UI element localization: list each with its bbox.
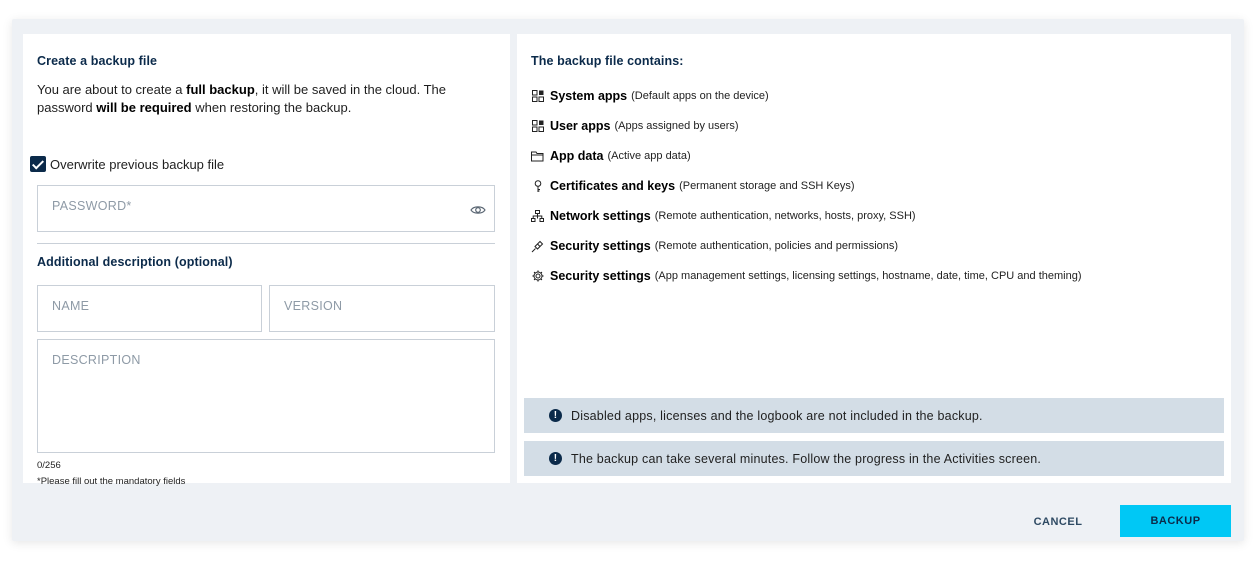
list-item-network	[531, 201, 1082, 231]
item-label: Network settings	[550, 209, 651, 223]
item-label: Security settings	[550, 239, 651, 253]
item-label: Certificates and keys	[550, 179, 676, 193]
required-emphasis: will be required	[96, 100, 192, 115]
notice-duration	[524, 441, 1224, 476]
item-detail: (Apps assigned by users)	[614, 120, 739, 132]
backup-dialog	[12, 19, 1244, 541]
list-item-certificates	[531, 171, 1082, 201]
item-label: System apps	[550, 89, 628, 103]
notice-text: The backup can take several minutes. Follow the progress in the Activities screen.	[571, 451, 1042, 466]
info-icon: !	[549, 409, 562, 422]
character-counter: 0/256	[37, 460, 61, 471]
network-icon	[531, 210, 544, 223]
backup-contents-panel	[517, 34, 1231, 483]
description-field[interactable]	[37, 339, 495, 453]
version-placeholder: VERSION	[284, 299, 343, 313]
form-title: Create a backup file	[37, 54, 158, 68]
key-icon	[531, 180, 544, 193]
mandatory-note: *Please fill out the mandatory fields	[37, 476, 186, 487]
item-detail: (Active app data)	[607, 150, 691, 162]
folder-icon	[531, 150, 544, 163]
apps-grid-icon	[531, 120, 544, 133]
notice-excluded-items	[524, 398, 1224, 433]
list-item-security	[531, 231, 1082, 261]
backup-form-panel	[23, 34, 510, 487]
password-placeholder: PASSWORD*	[52, 199, 132, 213]
gear-icon	[531, 270, 544, 283]
item-label: App data	[550, 149, 604, 163]
item-label: User apps	[550, 119, 611, 133]
contents-title: The backup file contains:	[531, 54, 684, 68]
item-detail: (App management settings, licensing settings, hostname, date, time, CPU and theming)	[654, 270, 1082, 282]
intro-text: You are about to create a full backup, it will be saved in the cloud. The password will be required when restoring the backup.	[37, 82, 447, 115]
list-item-system-apps	[531, 81, 1082, 111]
backup-button[interactable]: BACKUP	[1120, 505, 1231, 537]
item-detail: (Remote authentication, networks, hosts, proxy, SSH)	[654, 210, 916, 222]
cancel-button[interactable]: CANCEL	[1018, 506, 1098, 537]
name-field[interactable]	[37, 285, 262, 332]
item-detail: (Default apps on the device)	[631, 90, 769, 102]
password-field[interactable]	[37, 185, 495, 232]
overwrite-checkbox[interactable]	[30, 156, 46, 172]
form-divider	[37, 243, 495, 244]
eye-icon[interactable]	[470, 202, 486, 218]
item-detail: (Remote authentication, policies and permissions)	[654, 240, 899, 252]
full-backup-emphasis: full backup	[186, 82, 255, 97]
item-label: Security settings	[550, 269, 651, 283]
overwrite-option[interactable]	[30, 155, 224, 173]
security-icon	[531, 240, 544, 253]
list-item-user-apps	[531, 111, 1082, 141]
apps-grid-icon	[531, 90, 544, 103]
list-item-app-management	[531, 261, 1082, 291]
info-icon: !	[549, 452, 562, 465]
contents-list	[531, 81, 1082, 291]
item-detail: (Permanent storage and SSH Keys)	[679, 180, 855, 192]
overwrite-label: Overwrite previous backup file	[50, 156, 225, 172]
notice-text: Disabled apps, licenses and the logbook are not included in the backup.	[571, 408, 983, 423]
list-item-app-data	[531, 141, 1082, 171]
additional-description-title: Additional description (optional)	[37, 255, 233, 269]
description-placeholder: DESCRIPTION	[52, 353, 141, 367]
name-placeholder: NAME	[52, 299, 90, 313]
version-field[interactable]	[269, 285, 495, 332]
